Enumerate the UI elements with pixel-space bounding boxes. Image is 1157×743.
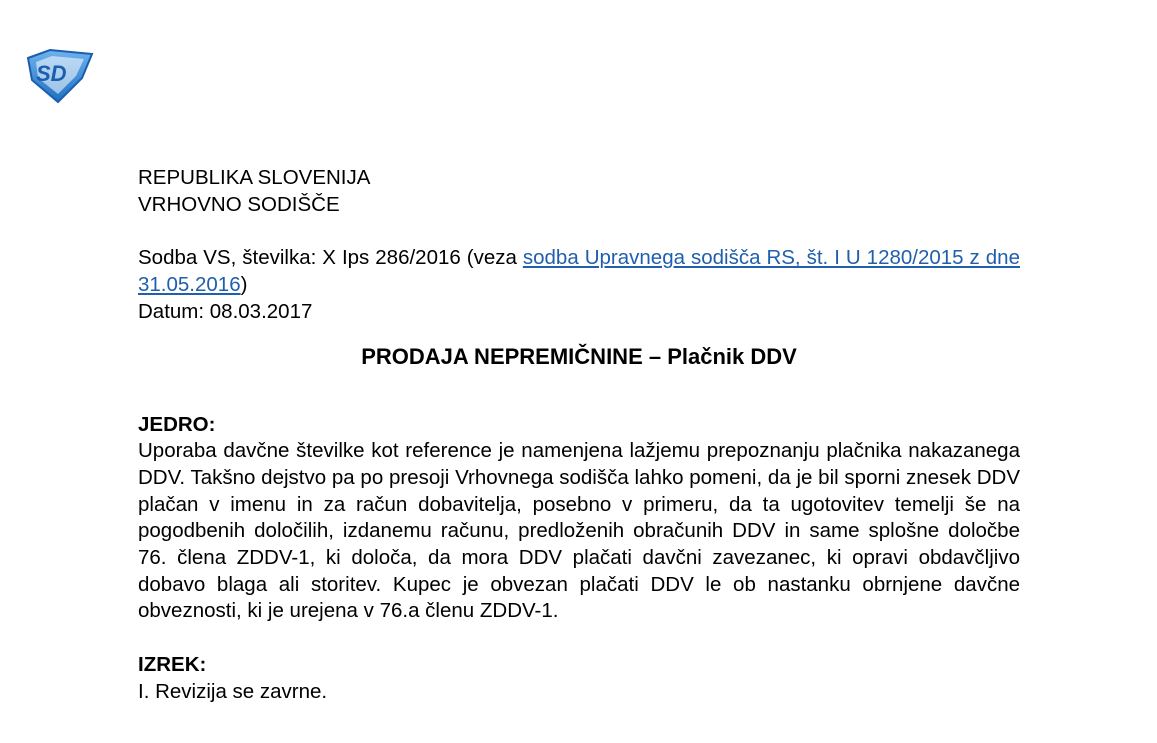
court-logo — [22, 48, 96, 104]
reference-suffix: ) — [240, 273, 248, 297]
republic-name: REPUBLIKA SLOVENIJA — [138, 166, 371, 189]
logo-lettering: SD — [36, 61, 67, 86]
jedro-text: Uporaba davčne številke kot reference je namenjena lažjemu prepoznanju plačnika nakazanega DDV. Takšno dejstvo pa po presoji Vrhovnega sodišča lahko pomeni, da je bil sporni znesek DDV plačan v imenu in za račun dobavitelja, posebno v primeru, da ta ugotovitev temelji še na pogodbenih določilih, izdanemu računu, predloženih obračunih DDV in same splošne določbe 76. člena ZDDV-1, ki določa, da mora DDV plačati davčni zavezanec, ki opravi obdavčljivo dobavo blaga ali storitev. Kupec je obvezan plačati DDV le ob nastanku obrnjene davčne obveznosti, ki je urejena v 76.a členu ZDDV-1. — [138, 439, 1020, 623]
reference-prefix: Sodba VS, številka: X Ips 286/2016 (veza — [138, 246, 523, 270]
lower-court-judgment-link[interactable]: sodba Upravnega sodišča RS, št. I U 1280/2015 z dne 31.05.2016 — [138, 246, 1020, 297]
izrek-first-line: I. Revizija se zavrne. — [138, 679, 328, 703]
izrek-heading: IZREK: — [138, 653, 207, 677]
supreme-court-shield-logo-icon — [22, 48, 96, 104]
document-title: PRODAJA NEPREMIČNINE – Plačnik DDV — [361, 343, 797, 369]
jedro-heading: JEDRO: — [138, 412, 216, 436]
case-reference — [138, 245, 1020, 298]
judgment-date: Datum: 08.03.2017 — [138, 299, 313, 323]
court-name: VRHOVNO SODIŠČE — [138, 192, 340, 216]
document-body — [138, 165, 1020, 706]
